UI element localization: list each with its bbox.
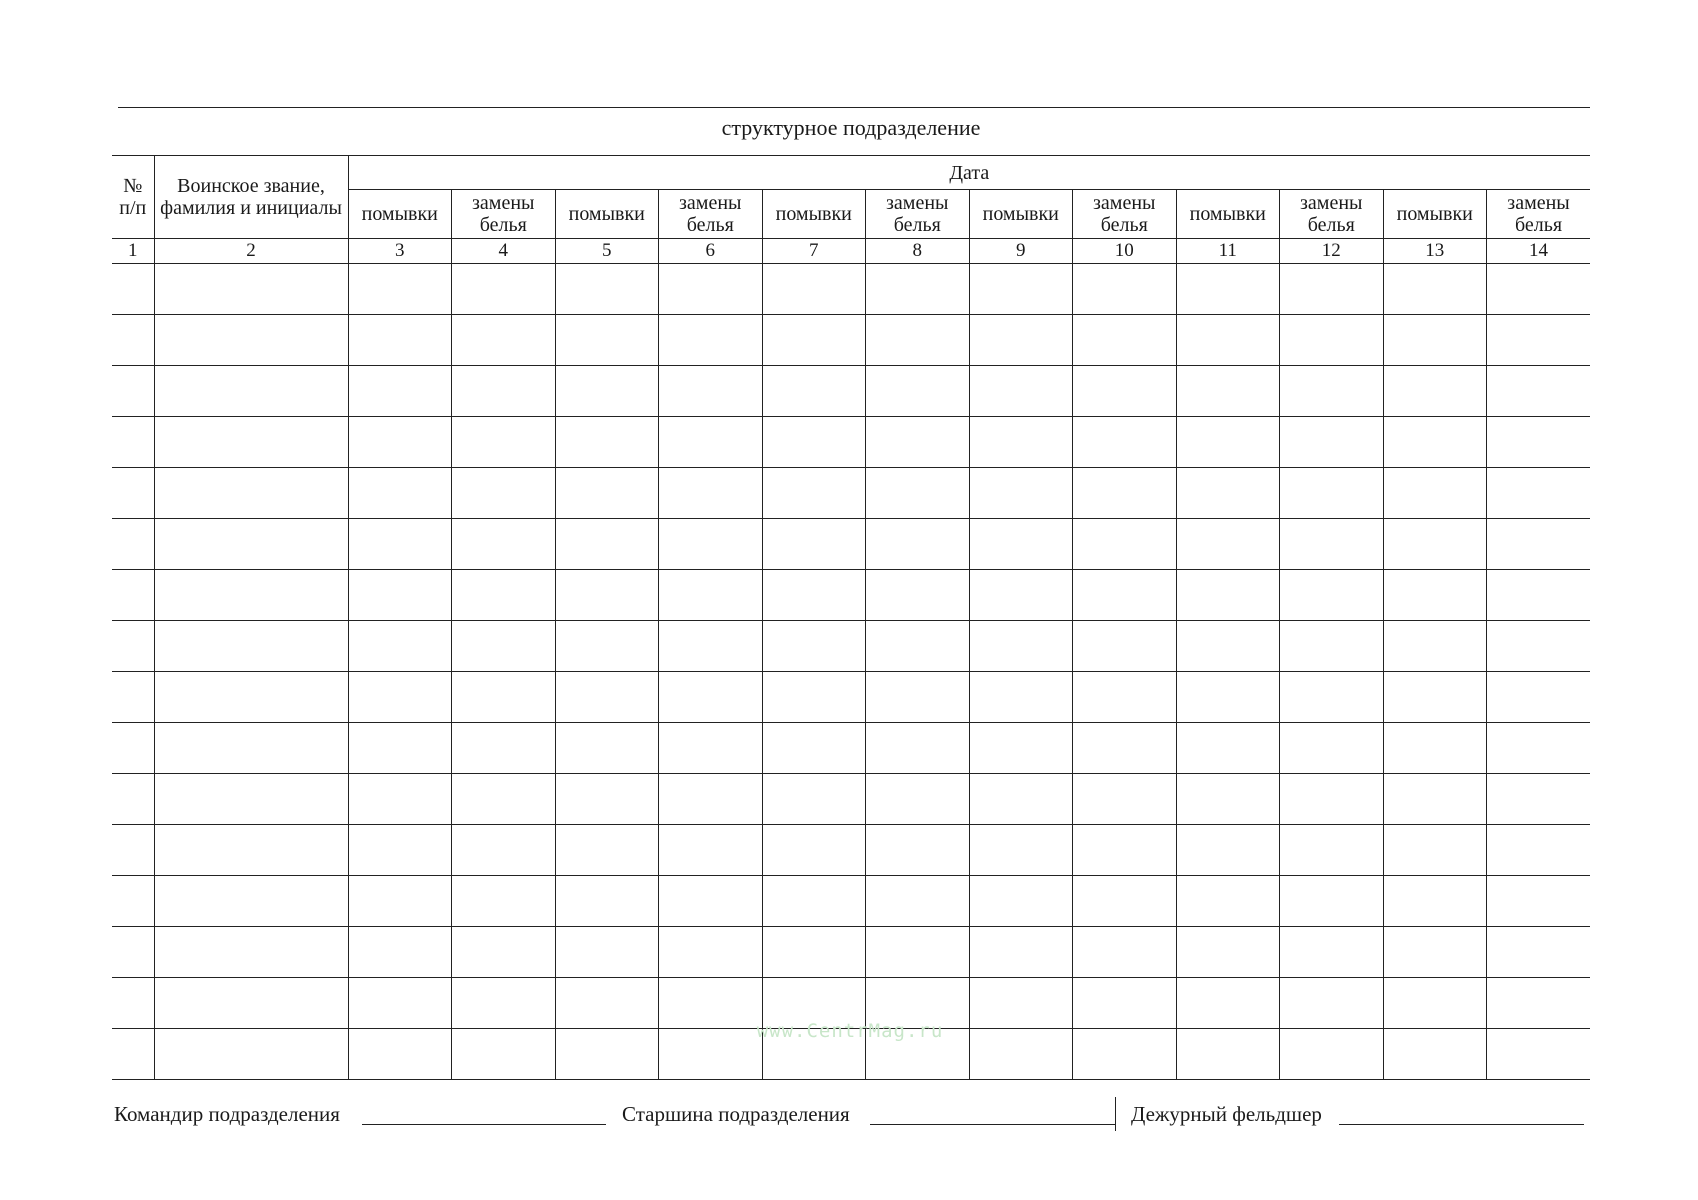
entry-cell[interactable] [1280,774,1384,825]
entry-cell[interactable] [659,927,763,978]
entry-cell[interactable] [452,825,556,876]
subheader-linen-change: замены белья [1280,190,1384,239]
entry-cell[interactable] [659,723,763,774]
entry-cell[interactable] [1073,264,1177,315]
entry-cell[interactable] [154,570,348,621]
entry-cell[interactable] [154,1029,348,1080]
column-number: 12 [1280,239,1384,264]
entry-cell[interactable] [1280,519,1384,570]
entry-cell[interactable] [762,672,866,723]
entry-cell[interactable] [762,417,866,468]
entry-cell[interactable] [452,876,556,927]
paramedic-label: Дежурный фельдшер [1131,1102,1322,1126]
entry-cell[interactable] [969,825,1073,876]
entry-cell[interactable] [1383,519,1487,570]
entry-cell[interactable] [154,876,348,927]
entry-cell[interactable] [866,468,970,519]
entry-cell[interactable] [348,774,452,825]
table-row [112,927,1590,978]
entry-cell[interactable] [762,366,866,417]
entry-cell[interactable] [1176,825,1280,876]
entry-cell[interactable] [969,264,1073,315]
entry-cell[interactable] [1487,519,1591,570]
entry-cell[interactable] [452,1029,556,1080]
entry-cell[interactable] [112,927,154,978]
entry-cell[interactable] [452,774,556,825]
entry-cell[interactable] [112,621,154,672]
column-number: 10 [1073,239,1177,264]
entry-cell[interactable] [1487,672,1591,723]
table-row [112,825,1590,876]
subheader-washing: помывки [969,190,1073,239]
entry-cell[interactable] [1383,978,1487,1029]
entry-cell[interactable] [1487,927,1591,978]
entry-cell[interactable] [659,570,763,621]
sergeant-major-signature-line[interactable] [870,1124,1115,1125]
entry-cell[interactable] [1176,978,1280,1029]
entry-cell[interactable] [348,264,452,315]
entry-cell[interactable] [866,621,970,672]
subheader-linen-change: замены белья [452,190,556,239]
entry-cell[interactable] [866,672,970,723]
entry-cell[interactable] [555,723,659,774]
entry-cell[interactable] [1073,366,1177,417]
entry-cell[interactable] [866,774,970,825]
entry-cell[interactable] [659,264,763,315]
entry-cell[interactable] [1280,621,1384,672]
entry-cell[interactable] [1383,1029,1487,1080]
entry-cell[interactable] [1073,519,1177,570]
entry-cell[interactable] [112,1029,154,1080]
entry-cell[interactable] [1073,672,1177,723]
entry-cell[interactable] [866,366,970,417]
entry-cell[interactable] [1280,927,1384,978]
column-number: 3 [348,239,452,264]
entry-cell[interactable] [1383,621,1487,672]
entry-cell[interactable] [866,519,970,570]
entry-cell[interactable] [1176,264,1280,315]
entry-cell[interactable] [659,825,763,876]
entry-cell[interactable] [762,264,866,315]
entry-cell[interactable] [452,570,556,621]
entry-cell[interactable] [866,570,970,621]
entry-cell[interactable] [1383,774,1487,825]
entry-cell[interactable] [1383,366,1487,417]
entry-cell[interactable] [348,519,452,570]
entry-cell[interactable] [452,723,556,774]
header-num: № п/п [112,156,154,239]
entry-cell[interactable] [452,264,556,315]
entry-cell[interactable] [1073,621,1177,672]
entry-cell[interactable] [1487,825,1591,876]
entry-cell[interactable] [112,723,154,774]
entry-cell[interactable] [112,672,154,723]
entry-cell[interactable] [1176,1029,1280,1080]
entry-cell[interactable] [348,570,452,621]
entry-cell[interactable] [1073,978,1177,1029]
entry-cell[interactable] [1280,876,1384,927]
entry-cell[interactable] [348,672,452,723]
commander-label: Командир подразделения [114,1102,340,1126]
entry-cell[interactable] [112,570,154,621]
column-number: 1 [112,239,154,264]
entry-cell[interactable] [452,417,556,468]
entry-cell[interactable] [1383,315,1487,366]
entry-cell[interactable] [762,723,866,774]
entry-cell[interactable] [555,417,659,468]
entry-cell[interactable] [1176,876,1280,927]
entry-cell[interactable] [1383,825,1487,876]
entry-cell[interactable] [112,978,154,1029]
entry-cell[interactable] [1073,570,1177,621]
subheader-linen-change: замены белья [866,190,970,239]
table-row [112,570,1590,621]
entry-cell[interactable] [969,672,1073,723]
entry-cell[interactable] [762,621,866,672]
entry-cell[interactable] [762,774,866,825]
entry-cell[interactable] [555,1029,659,1080]
entry-cell[interactable] [452,315,556,366]
entry-cell[interactable] [348,315,452,366]
table-row [112,417,1590,468]
entry-cell[interactable] [555,570,659,621]
entry-cell[interactable] [866,723,970,774]
entry-cell[interactable] [1176,366,1280,417]
entry-cell[interactable] [555,366,659,417]
entry-cell[interactable] [112,825,154,876]
column-number: 2 [154,239,348,264]
entry-cell[interactable] [348,825,452,876]
entry-cell[interactable] [969,519,1073,570]
entry-cell[interactable] [969,621,1073,672]
entry-cell[interactable] [1280,570,1384,621]
subheader-washing: помывки [348,190,452,239]
subheader-linen-change: замены белья [659,190,763,239]
entry-cell[interactable] [112,264,154,315]
entry-cell[interactable] [1176,774,1280,825]
entry-cell[interactable] [452,978,556,1029]
table-row [112,366,1590,417]
entry-cell[interactable] [154,417,348,468]
entry-cell[interactable] [112,468,154,519]
entry-cell[interactable] [154,927,348,978]
entry-cell[interactable] [1383,468,1487,519]
entry-cell[interactable] [969,468,1073,519]
table-row [112,876,1590,927]
column-number: 13 [1383,239,1487,264]
entry-cell[interactable] [348,978,452,1029]
subheader-washing: помывки [762,190,866,239]
entry-cell[interactable] [969,876,1073,927]
table-row [112,468,1590,519]
column-number-row [112,239,1590,264]
table-row [112,672,1590,723]
entry-cell[interactable] [762,825,866,876]
entry-cell[interactable] [1073,468,1177,519]
entry-cell[interactable] [1280,825,1384,876]
entry-cell[interactable] [154,264,348,315]
entry-cell[interactable] [1176,417,1280,468]
entry-cell[interactable] [112,774,154,825]
entry-cell[interactable] [659,672,763,723]
header-row [112,156,1590,190]
table-row [112,264,1590,315]
paramedic-signature-line[interactable] [1339,1124,1584,1125]
signature-divider [1115,1097,1116,1131]
entry-cell[interactable] [154,468,348,519]
entry-cell[interactable] [555,468,659,519]
table-body [112,264,1590,1080]
entry-cell[interactable] [969,570,1073,621]
entry-cell[interactable] [762,570,866,621]
entry-cell[interactable] [555,927,659,978]
entry-cell[interactable] [348,468,452,519]
entry-cell[interactable] [112,366,154,417]
entry-cell[interactable] [1280,264,1384,315]
entry-cell[interactable] [969,978,1073,1029]
entry-cell[interactable] [1487,723,1591,774]
entry-cell[interactable] [1487,264,1591,315]
entry-cell[interactable] [1073,723,1177,774]
entry-cell[interactable] [866,315,970,366]
entry-cell[interactable] [452,519,556,570]
entry-cell[interactable] [1383,723,1487,774]
entry-cell[interactable] [112,417,154,468]
column-number: 11 [1176,239,1280,264]
column-number: 4 [452,239,556,264]
entry-cell[interactable] [1176,723,1280,774]
entry-cell[interactable] [1073,315,1177,366]
entry-cell[interactable] [452,621,556,672]
entry-cell[interactable] [1176,315,1280,366]
entry-cell[interactable] [452,927,556,978]
entry-cell[interactable] [154,774,348,825]
column-number: 8 [866,239,970,264]
entry-cell[interactable] [1487,366,1591,417]
entry-cell[interactable] [1073,927,1177,978]
entry-cell[interactable] [112,315,154,366]
table-row [112,774,1590,825]
entry-cell[interactable] [1487,315,1591,366]
column-number: 14 [1487,239,1591,264]
commander-signature-line[interactable] [362,1124,606,1125]
entry-cell[interactable] [1383,876,1487,927]
entry-cell[interactable] [1176,519,1280,570]
entry-cell[interactable] [866,927,970,978]
entry-cell[interactable] [1280,723,1384,774]
column-number: 7 [762,239,866,264]
entry-cell[interactable] [1487,978,1591,1029]
entry-cell[interactable] [154,723,348,774]
entry-cell[interactable] [348,876,452,927]
entry-cell[interactable] [1280,315,1384,366]
entry-cell[interactable] [659,315,763,366]
entry-cell[interactable] [762,927,866,978]
entry-cell[interactable] [555,264,659,315]
entry-cell[interactable] [866,417,970,468]
entry-cell[interactable] [659,468,763,519]
entry-cell[interactable] [154,315,348,366]
entry-cell[interactable] [969,1029,1073,1080]
entry-cell[interactable] [555,876,659,927]
entry-cell[interactable] [1383,417,1487,468]
entry-cell[interactable] [1383,672,1487,723]
column-number: 9 [969,239,1073,264]
entry-cell[interactable] [1073,774,1177,825]
entry-cell[interactable] [1487,621,1591,672]
entry-cell[interactable] [969,723,1073,774]
entry-cell[interactable] [112,519,154,570]
entry-cell[interactable] [452,672,556,723]
column-number: 6 [659,239,763,264]
entry-cell[interactable] [1487,774,1591,825]
entry-cell[interactable] [555,672,659,723]
sergeant-major-label: Старшина подразделения [622,1102,850,1126]
entry-cell[interactable] [762,519,866,570]
entry-cell[interactable] [555,774,659,825]
entry-cell[interactable] [555,315,659,366]
subheader-washing: помывки [1383,190,1487,239]
entry-cell[interactable] [348,927,452,978]
entry-cell[interactable] [154,519,348,570]
table-row [112,621,1590,672]
watermark: www.CentrMag.ru [756,1020,944,1042]
entry-cell[interactable] [1280,366,1384,417]
entry-cell[interactable] [154,825,348,876]
top-blank-line [118,107,1590,108]
entry-cell[interactable] [1280,468,1384,519]
entry-cell[interactable] [1280,672,1384,723]
entry-cell[interactable] [1487,417,1591,468]
entry-cell[interactable] [1073,1029,1177,1080]
entry-cell[interactable] [1176,468,1280,519]
entry-cell[interactable] [1176,672,1280,723]
entry-cell[interactable] [112,876,154,927]
subheader-washing: помывки [1176,190,1280,239]
entry-cell[interactable] [1383,570,1487,621]
entry-cell[interactable] [1280,978,1384,1029]
table-row [112,519,1590,570]
entry-cell[interactable] [1073,876,1177,927]
entry-cell[interactable] [969,315,1073,366]
hygiene-register-table [112,155,1590,1080]
entry-cell[interactable] [866,876,970,927]
subheader-washing: помывки [555,190,659,239]
entry-cell[interactable] [659,519,763,570]
entry-cell[interactable] [348,417,452,468]
entry-cell[interactable] [1073,417,1177,468]
entry-cell[interactable] [154,978,348,1029]
entry-cell[interactable] [555,825,659,876]
subtitle: структурное подразделение [721,115,981,140]
entry-cell[interactable] [154,672,348,723]
subheader-linen-change: замены белья [1073,190,1177,239]
entry-cell[interactable] [348,366,452,417]
entry-cell[interactable] [1487,570,1591,621]
entry-cell[interactable] [555,978,659,1029]
entry-cell[interactable] [1176,570,1280,621]
subheader-linen-change: замены белья [1487,190,1591,239]
entry-cell[interactable] [1383,927,1487,978]
entry-cell[interactable] [1487,468,1591,519]
entry-cell[interactable] [969,417,1073,468]
entry-cell[interactable] [866,825,970,876]
entry-cell[interactable] [659,774,763,825]
entry-cell[interactable] [154,366,348,417]
entry-cell[interactable] [866,264,970,315]
entry-cell[interactable] [762,315,866,366]
entry-cell[interactable] [659,417,763,468]
entry-cell[interactable] [1280,417,1384,468]
table-row [112,723,1590,774]
entry-cell[interactable] [348,723,452,774]
header-date: Дата [348,156,1590,190]
entry-cell[interactable] [969,774,1073,825]
entry-cell[interactable] [1176,927,1280,978]
entry-cell[interactable] [969,366,1073,417]
entry-cell[interactable] [348,1029,452,1080]
entry-cell[interactable] [1073,825,1177,876]
entry-cell[interactable] [1280,1029,1384,1080]
entry-cell[interactable] [348,621,452,672]
entry-cell[interactable] [452,366,556,417]
column-number: 5 [555,239,659,264]
entry-cell[interactable] [1487,1029,1591,1080]
entry-cell[interactable] [1176,621,1280,672]
entry-cell[interactable] [555,519,659,570]
signature-footer [114,1100,1590,1136]
entry-cell[interactable] [969,927,1073,978]
table-row [112,315,1590,366]
header-rank-name: Воинское звание, фамилия и инициалы [154,156,348,239]
entry-cell[interactable] [1487,876,1591,927]
entry-cell[interactable] [762,876,866,927]
entry-cell[interactable] [452,468,556,519]
entry-cell[interactable] [659,876,763,927]
entry-cell[interactable] [1383,264,1487,315]
entry-cell[interactable] [154,621,348,672]
entry-cell[interactable] [659,366,763,417]
entry-cell[interactable] [555,621,659,672]
entry-cell[interactable] [762,468,866,519]
entry-cell[interactable] [659,621,763,672]
